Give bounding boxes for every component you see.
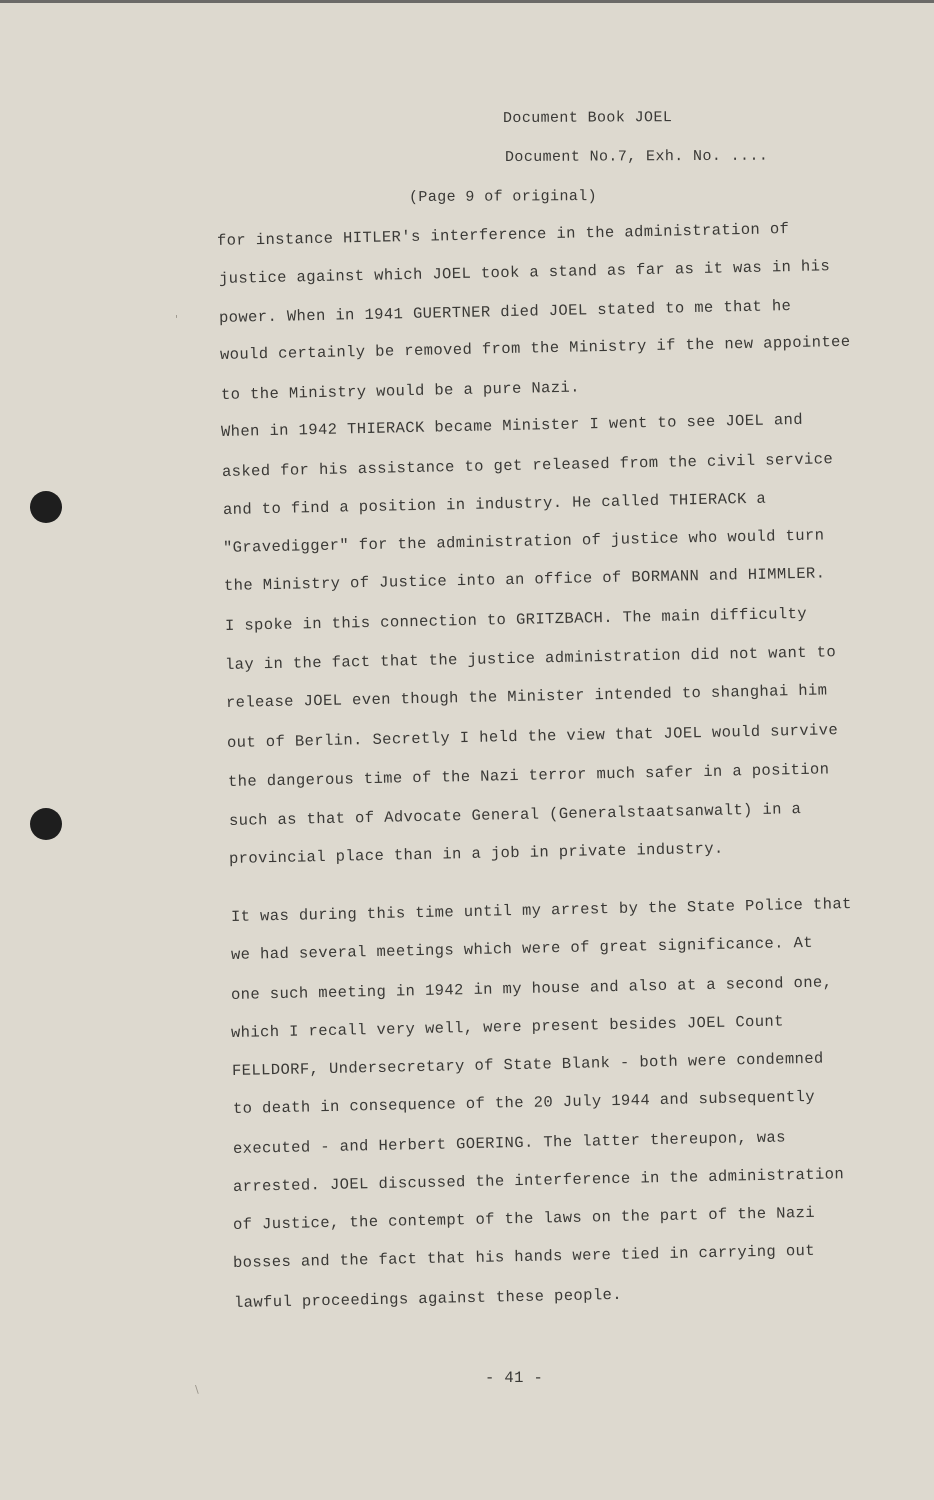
body-line: to death in consequence of the 20 July 1944 and subsequently bbox=[232, 1087, 816, 1118]
body-line: we had several meetings which were of great significance. At bbox=[230, 933, 814, 964]
body-line: lawful proceedings against these people. bbox=[233, 1285, 623, 1312]
body-line: I spoke in this connection to GRITZBACH. The main difficulty bbox=[224, 604, 808, 635]
page-number: - 41 - bbox=[485, 1369, 544, 1387]
body-line: which I recall very well, were present besides JOEL Count bbox=[230, 1012, 785, 1042]
top-edge bbox=[0, 0, 934, 3]
document-number: Document No.7, Exh. No. .... bbox=[504, 147, 769, 166]
body-line: the Ministry of Justice into an office of BORMANN and HIMMLER. bbox=[223, 564, 826, 595]
body-line: for instance HITLER's interference in the administration of bbox=[216, 220, 790, 250]
body-line: and to find a position in industry. He called THIERACK a bbox=[222, 489, 767, 519]
body-line: such as that of Advocate General (Generalstaatsanwalt) in a bbox=[228, 800, 802, 830]
body-line: It was during this time until my arrest by the State Police that bbox=[230, 894, 852, 926]
body-line: one such meeting in 1942 in my house and also at a second one, bbox=[230, 973, 833, 1004]
body-line: When in 1942 THIERACK became Minister I went to see JOEL and bbox=[220, 410, 804, 441]
page-reference: (Page 9 of original) bbox=[408, 188, 598, 206]
body-line: asked for his assistance to get released from the civil service bbox=[221, 450, 834, 481]
punch-hole bbox=[30, 491, 62, 523]
body-line: justice against which JOEL took a stand as far as it was in his bbox=[218, 257, 831, 288]
stray-mark: \ bbox=[195, 1383, 199, 1396]
body-line: FELLDORF, Undersecretary of State Blank - both were condemned bbox=[231, 1049, 824, 1080]
body-line: out of Berlin. Secretly I held the view that JOEL would survive bbox=[226, 721, 839, 752]
body-line: "Gravedigger" for the administration of justice who would turn bbox=[222, 526, 825, 557]
body-line: arrested. JOEL discussed the interference in the administration bbox=[232, 1165, 845, 1196]
punch-hole bbox=[30, 808, 62, 840]
body-line: provincial place than in a job in private industry. bbox=[228, 839, 724, 868]
body-line: the dangerous time of the Nazi terror much safer in a position bbox=[227, 760, 830, 791]
body-line: executed - and Herbert GOERING. The latter thereupon, was bbox=[232, 1128, 787, 1158]
body-line: would certainly be removed from the Ministry if the new appointee bbox=[219, 332, 851, 364]
body-line: lay in the fact that the justice administration did not want to bbox=[224, 643, 837, 674]
body-line: power. When in 1941 GUERTNER died JOEL stated to me that he bbox=[218, 297, 792, 327]
body-line: release JOEL even though the Minister intended to shanghai him bbox=[225, 681, 828, 712]
document-book-title: Document Book JOEL bbox=[502, 109, 673, 127]
body-line: to the Ministry would be a pure Nazi. bbox=[220, 378, 581, 404]
stray-mark: ' bbox=[175, 313, 179, 326]
body-line: of Justice, the contempt of the laws on the part of the Nazi bbox=[232, 1203, 816, 1234]
body-line: bosses and the fact that his hands were tied in carrying out bbox=[232, 1241, 816, 1272]
